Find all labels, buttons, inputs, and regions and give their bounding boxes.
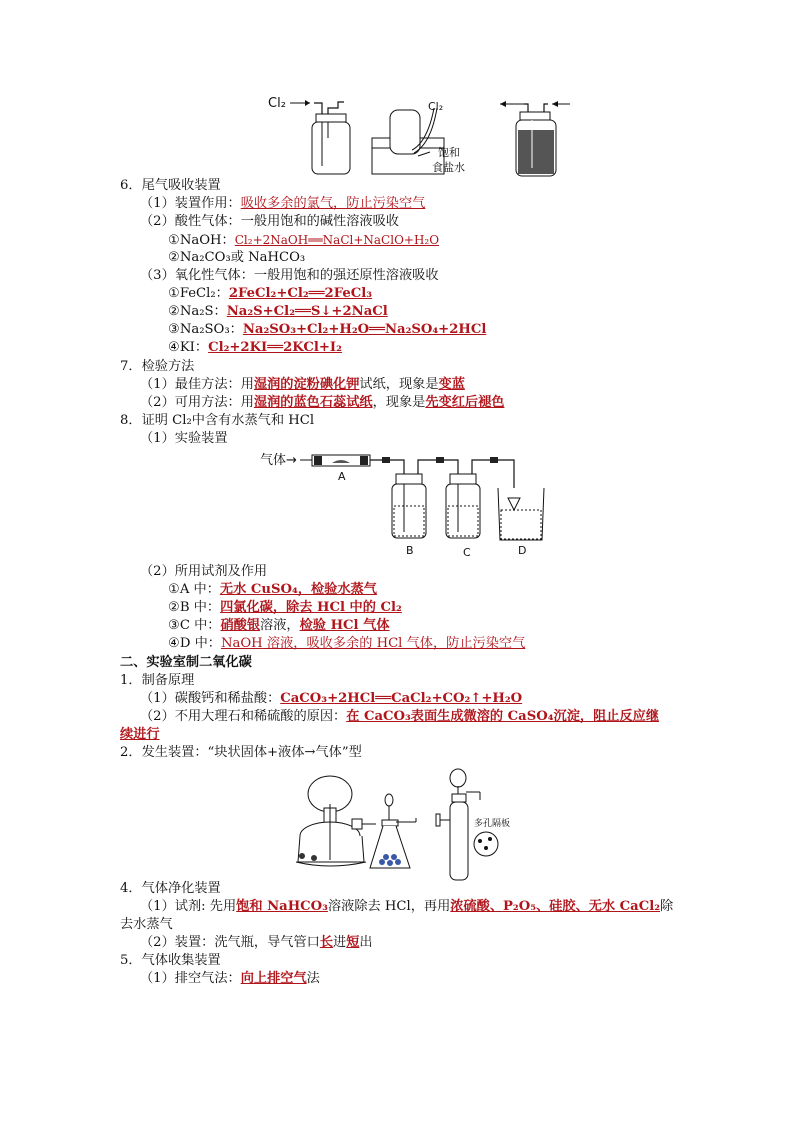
answer: 检验 HCl 气体 (299, 618, 390, 633)
answer: Na₂SO₃+Cl₂+H₂O══Na₂SO₄+2HCl (242, 322, 487, 337)
answer: 长 (319, 935, 334, 950)
answer: 四氯化碳，除去 HCl 中的 Cl₂ (220, 600, 402, 615)
s6-item-3-2: ②Na₂S：Na₂S+Cl₂══S↓+2NaCl (168, 304, 388, 319)
s6-item-3-3: ③Na₂SO₃：Na₂SO₃+Cl₂+H₂O══Na₂SO₄+2HCl (168, 322, 487, 337)
answer: 续进行 (120, 727, 160, 742)
p2-item-5-1: （1）排空气法：向上排空气法 (140, 971, 320, 986)
s6-item-3: （3）氧化性气体：一般用饱和的强还原性溶液吸收 (140, 268, 439, 283)
gas-inlet-label: 气体→ (260, 453, 297, 468)
s6-item-2-1: ①NaOH：Cl₂+2NaOH══NaCl+NaClO+H₂O (168, 233, 440, 248)
label-B: B (406, 544, 414, 557)
cl2-inlet-label: Cl₂ (268, 96, 286, 111)
answer: CaCO₃+2HCl══CaCl₂+CO₂↑+H₂O (280, 691, 523, 706)
co2-generator-figure (290, 764, 520, 884)
part-2-title: 二、实验室制二氧化碳 (120, 655, 252, 670)
answer: 向上排空气 (240, 971, 307, 986)
answer: 在 CaCO₃表面生成微溶的 CaSO₄沉淀，阻止反应继 (346, 709, 660, 724)
hcl-apparatus-figure (256, 448, 566, 560)
answer: Na₂S+Cl₂══S↓+2NaCl (226, 304, 388, 319)
answer: 变蓝 (438, 377, 465, 392)
s8-reagent-D: ④D 中：NaOH 溶液，吸收多余的 HCl 气体，防止污染空气 (168, 636, 526, 651)
s7-item-1: （1）最佳方法：用湿润的淀粉碘化钾试纸，现象是变蓝 (140, 377, 465, 392)
s6-item-3-1: ①FeCl₂：2FeCl₂+Cl₂══2FeCl₃ (168, 286, 373, 301)
answer: 先变红后褪色 (425, 395, 505, 410)
answer: 2FeCl₂+Cl₂══2FeCl₃ (228, 286, 373, 301)
gas-washing-figure (262, 90, 582, 182)
s8-reagent-C: ③C 中：硝酸银溶液，检验 HCl 气体 (168, 618, 390, 633)
s7-item-2: （2）可用方法：用湿润的蓝色石蕊试纸，现象是先变红后褪色 (140, 395, 505, 410)
p2-item-2: 2．发生装置：“块状固体+液体→气体”型 (120, 745, 362, 760)
s8-reagent-A: ①A 中：无水 CuSO₄，检验水蒸气 (168, 582, 377, 597)
answer: 湿润的淀粉碘化钾 (253, 377, 360, 392)
p2-item-1: 1．制备原理 (120, 673, 195, 688)
answer: 饱和 NaHCO₃ (236, 899, 328, 914)
answer: 吸收多余的氯气，防止污染空气 (240, 196, 426, 211)
p2-item-5: 5．气体收集装置 (120, 953, 221, 968)
label-D: D (518, 544, 527, 557)
s8-sub-2: （2）所用试剂及作用 (140, 564, 268, 579)
p2-item-4: 4．气体净化装置 (120, 881, 221, 896)
p2-item-4-2: （2）装置：洗气瓶，导气管口长进短出 (140, 935, 373, 950)
p2-item-4-1-cont: 去水蒸气 (120, 917, 173, 932)
section-7-title: 7．检验方法 (120, 359, 195, 374)
label-C: C (463, 546, 471, 559)
cl2-tube-label: Cl₂ (428, 100, 444, 113)
section-6-title: 6．尾气吸收装置 (120, 178, 221, 193)
section-8-title: 8．证明 Cl₂中含有水蒸气和 HCl (120, 413, 315, 428)
label-A: A (338, 470, 346, 483)
answer: 无水 CuSO₄，检验水蒸气 (219, 582, 377, 597)
s6-item-3-4: ④KI：Cl₂+2KI══2KCl+I₂ (168, 340, 342, 355)
s8-sub-1: （1）实验装置 (140, 431, 228, 446)
answer: Cl₂+2KI══2KCl+I₂ (208, 340, 342, 355)
brine-label: 食盐水 (432, 161, 465, 174)
answer: 硝酸银 (220, 618, 261, 633)
p2-item-1-2: （2）不用大理石和稀硫酸的原因：在 CaCO₃表面生成微溶的 CaSO₄沉淀，阻止反应继 (140, 709, 660, 724)
s6-item-2: （2）酸性气体：一般用饱和的碱性溶液吸收 (140, 214, 399, 229)
answer: Cl₂+2NaOH══NaCl+NaClO+H₂O (234, 233, 440, 247)
s6-item-1: （1）装置作用：吸收多余的氯气，防止污染空气 (140, 196, 426, 211)
saturated-label: 饱和 (438, 146, 460, 159)
s6-item-2-2: ②Na₂CO₃或 NaHCO₃ (168, 250, 306, 265)
s8-reagent-B: ②B 中：四氯化碳，除去 HCl 中的 Cl₂ (168, 600, 402, 615)
p2-item-4-1: （1）试剂: 先用饱和 NaHCO₃溶液除去 HCl，再用浓硫酸、P₂O₅、硅胶、无水 CaCl₂除 (140, 899, 674, 914)
answer: NaOH (220, 636, 263, 651)
porous-plate-label: 多孔隔板 (474, 819, 511, 829)
p2-item-1-2-cont (120, 726, 160, 744)
p2-item-1-1: （1）碳酸钙和稀盐酸：CaCO₃+2HCl══CaCl₂+CO₂↑+H₂O (140, 691, 523, 706)
answer: 浓硫酸、P₂O₅、硅胶、无水 CaCl₂ (450, 899, 661, 914)
answer: 湿润的蓝色石蕊试纸 (253, 395, 373, 410)
answer: 短 (346, 935, 360, 950)
